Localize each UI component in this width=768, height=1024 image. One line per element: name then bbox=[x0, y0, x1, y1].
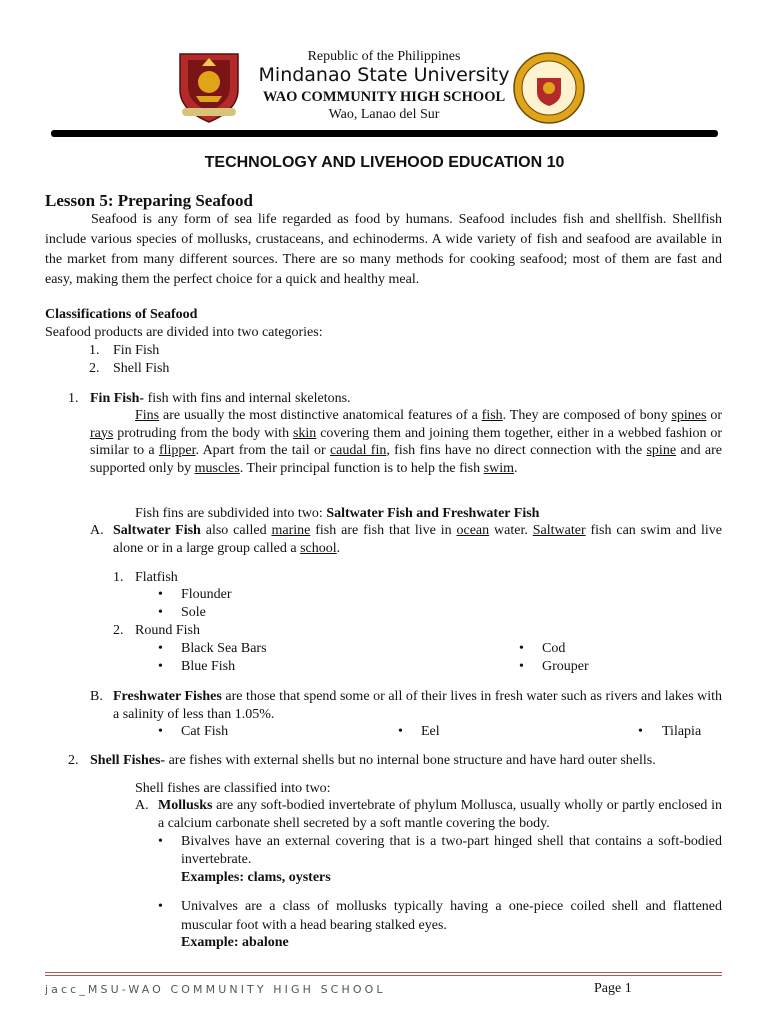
freshwater-paragraph bbox=[113, 688, 722, 723]
list-item: Tilapia bbox=[662, 724, 702, 739]
text-run: fish are fish that live in bbox=[310, 523, 457, 538]
univalves-example: Example: abalone bbox=[181, 935, 289, 950]
shell-fish-lead: Shell fishes are classified into two: bbox=[135, 781, 331, 796]
list-item: Sole bbox=[181, 605, 206, 620]
term-school: school bbox=[300, 540, 337, 556]
list-item: Cod bbox=[542, 641, 566, 656]
list-label: Shell Fish bbox=[113, 361, 170, 376]
list-item bbox=[89, 342, 160, 360]
section-letter: B. bbox=[90, 689, 103, 704]
subject-title: TECHNOLOGY AND LIVEHOOD EDUCATION 10 bbox=[204, 154, 565, 171]
text-run: fish can swim and live alone or in a large group called a bbox=[113, 523, 722, 556]
text-run: are those that spend some or all of their lives in fresh water such as rivers and lakes with a salinity of less than 1.05%. bbox=[113, 689, 722, 722]
bullet-icon bbox=[158, 604, 163, 622]
term-flipper: flipper bbox=[158, 443, 196, 458]
list-item: Cat Fish bbox=[181, 724, 229, 739]
term-muscles: muscles bbox=[194, 460, 240, 476]
list-item bbox=[89, 360, 170, 378]
header-divider bbox=[51, 130, 718, 137]
list-item: Grouper bbox=[542, 659, 589, 674]
list-label: Fin Fish bbox=[113, 343, 160, 358]
term-skin: skin bbox=[292, 425, 317, 441]
term-fins: Fins bbox=[135, 408, 160, 423]
bullet-icon bbox=[638, 723, 643, 741]
text-run: also called bbox=[200, 523, 272, 538]
list-number: 1. bbox=[89, 343, 100, 358]
list-item: Eel bbox=[421, 724, 440, 739]
subdivision-types: Saltwater Fish and Freshwater Fish bbox=[326, 506, 540, 521]
subdivision-sentence bbox=[135, 505, 539, 523]
section-letter: A. bbox=[135, 798, 149, 813]
section-number: 2. bbox=[68, 753, 79, 768]
school-seal-logo bbox=[512, 48, 586, 128]
shell-fish-definition bbox=[90, 752, 656, 770]
roundfish-label: Round Fish bbox=[135, 623, 200, 638]
text-run: and are supported only by bbox=[90, 443, 722, 476]
bullet-icon bbox=[158, 897, 163, 916]
term-ocean: ocean bbox=[456, 523, 490, 538]
bullet-icon bbox=[519, 658, 524, 676]
saltwater-paragraph bbox=[113, 522, 722, 557]
page-number: Page 1 bbox=[594, 981, 632, 996]
header-school: WAO COMMUNITY HIGH SCHOOL bbox=[262, 89, 506, 105]
bivalves-examples: Examples: clams, oysters bbox=[181, 870, 331, 885]
bullet-icon bbox=[158, 658, 163, 676]
bullet-icon bbox=[158, 586, 163, 604]
text-run: , fish fins have no direct connection with the bbox=[386, 443, 647, 458]
term-spines: spines bbox=[671, 408, 707, 423]
term-marine: marine bbox=[271, 523, 311, 538]
text-run: . bbox=[513, 460, 518, 476]
text-run: covering them and joining them together, either in a webbed fashion or similar to a bbox=[90, 425, 723, 458]
text-run: . They are composed of bony bbox=[502, 408, 672, 423]
bullet-icon bbox=[158, 723, 163, 741]
term-caudal-fin: caudal fin bbox=[329, 443, 387, 458]
text-run: . Their principal function is to help the fish bbox=[239, 460, 484, 476]
flatfish-label: Flatfish bbox=[135, 570, 178, 585]
section-letter: A. bbox=[90, 523, 104, 538]
text-run: Fish fins are subdivided into two: bbox=[135, 506, 327, 521]
text-run: are usually the most distinctive anatomical features of a bbox=[159, 408, 482, 423]
header-university: Mindanao State University bbox=[258, 64, 510, 86]
freshwater-term: Freshwater Fishes bbox=[113, 689, 222, 704]
text-run: water. bbox=[489, 523, 533, 538]
term-swim: swim bbox=[483, 460, 514, 476]
lesson-title: Lesson 5: Preparing Seafood bbox=[45, 191, 253, 210]
term-spine: spine bbox=[646, 443, 677, 458]
fin-fish-definition bbox=[90, 390, 351, 408]
bivalves-text: Bivalves have an external covering that is a two-part hinged shell that contains a soft-bodied invertebrate. bbox=[181, 834, 722, 867]
header-republic: Republic of the Philippines bbox=[307, 49, 461, 64]
bullet-icon bbox=[158, 833, 163, 851]
bullet-icon bbox=[158, 640, 163, 658]
classifications-heading: Classifications of Seafood bbox=[45, 307, 198, 322]
text-run: . Apart from the tail or bbox=[195, 443, 330, 458]
classifications-lead: Seafood products are divided into two categories: bbox=[45, 325, 323, 340]
header-location: Wao, Lanao del Sur bbox=[328, 107, 440, 122]
list-number: 2. bbox=[89, 361, 100, 376]
term-fish: fish bbox=[481, 408, 503, 423]
text-run: or bbox=[706, 408, 723, 423]
text-run: protruding from the body with bbox=[113, 425, 293, 441]
term-rays: rays bbox=[90, 425, 114, 441]
bullet-icon bbox=[398, 723, 403, 741]
fin-fish-term: Fin Fish- bbox=[90, 391, 145, 406]
shell-fish-def-text: are fishes with external shells but no internal bone structure and have hard outer shells. bbox=[165, 753, 656, 768]
list-item: Black Sea Bars bbox=[181, 641, 267, 656]
list-number: 2. bbox=[113, 623, 124, 638]
univalves-text: Univalves are a class of mollusks typically having a one-piece coiled shell and flattened muscular foot with a head bearing stalked eyes. bbox=[181, 899, 722, 933]
footer-school-name: jacc_MSU-WAO COMMUNITY HIGH SCHOOL bbox=[45, 983, 386, 996]
saltwater-term: Saltwater Fish bbox=[113, 523, 201, 538]
mollusks-term: Mollusks bbox=[158, 798, 213, 813]
text-run: are any soft-bodied invertebrate of phylum Mollusca, usually wholly or partly enclosed in a calcium carbonate shell secreted by a soft mantle covering the body. bbox=[158, 798, 722, 831]
section-number: 1. bbox=[68, 391, 79, 406]
list-number: 1. bbox=[113, 570, 124, 585]
fin-fish-def-text: fish with fins and internal skeletons. bbox=[144, 391, 351, 406]
shell-fish-term: Shell Fishes- bbox=[90, 753, 166, 768]
mollusks-paragraph bbox=[158, 797, 722, 832]
footer-divider bbox=[45, 972, 722, 973]
footer-divider bbox=[45, 975, 722, 976]
list-item: Flounder bbox=[181, 587, 232, 602]
fins-paragraph bbox=[90, 407, 722, 477]
text-run: . bbox=[336, 540, 341, 556]
bullet-icon bbox=[519, 640, 524, 658]
term-saltwater: Saltwater bbox=[532, 523, 586, 538]
list-item: Blue Fish bbox=[181, 659, 236, 674]
lesson-intro: Seafood is any form of sea life regarded as food by humans. Seafood includes fish and shellfish. Shellfish include various species of mollusks, crustaceans, and echinoderms. A wide variety of fish and seafood are available in the market from many different sources. There are so many methods for cooking seafood; most of them are fast and easy, making them the perfect choice for a quick and healthy meal. bbox=[45, 212, 722, 287]
